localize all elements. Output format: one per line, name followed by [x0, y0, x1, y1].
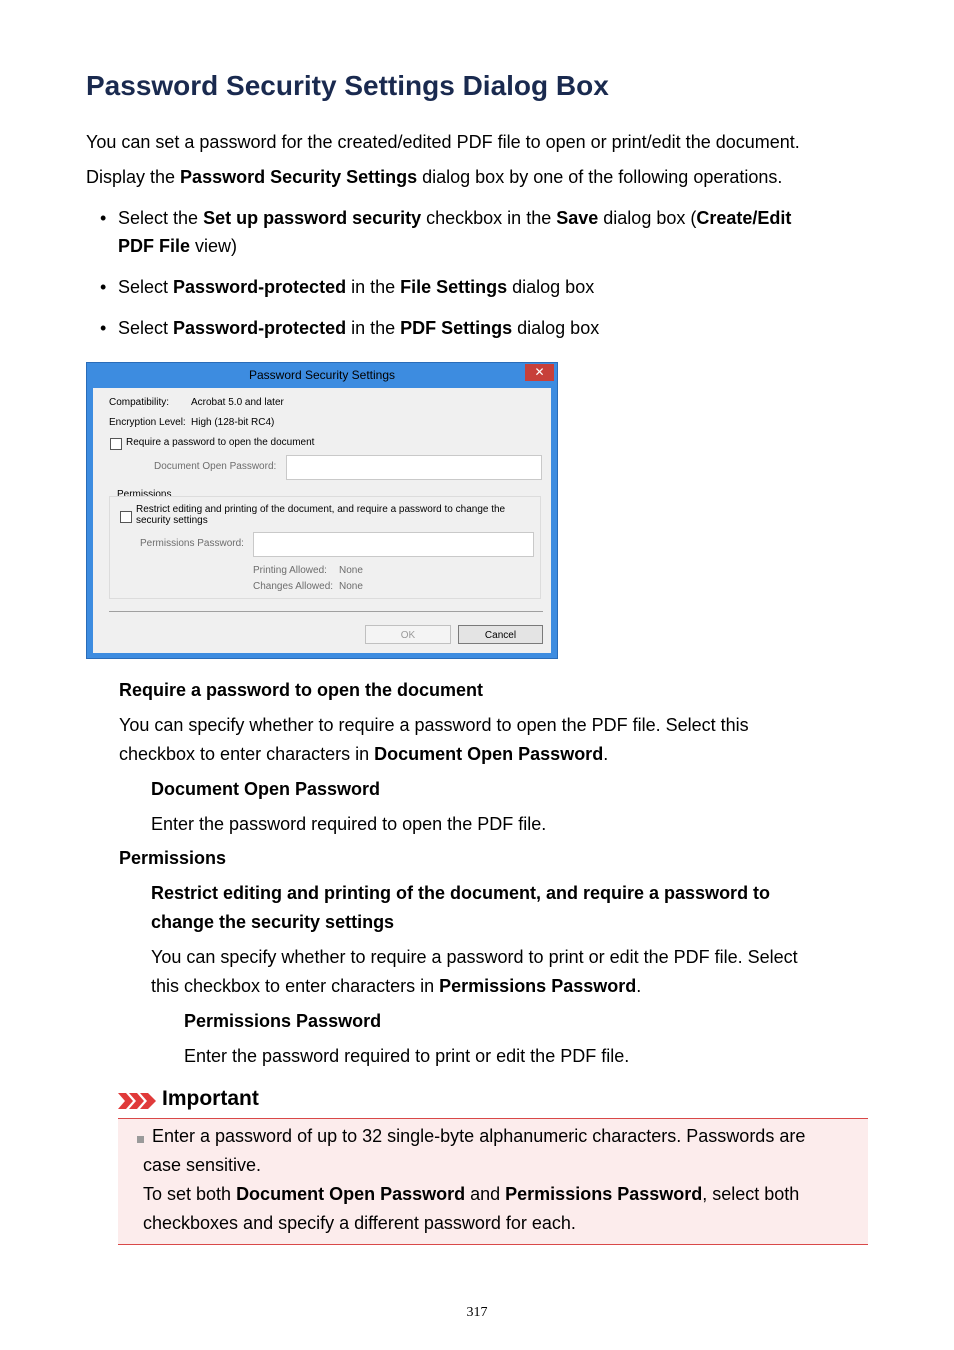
- text: and: [465, 1184, 506, 1204]
- section-heading: [151, 908, 394, 937]
- section-heading: [151, 879, 770, 908]
- text: .: [603, 744, 609, 764]
- bold-term: Document Open Password: [151, 779, 381, 799]
- close-icon[interactable]: ✕: [525, 364, 554, 381]
- text: Select: [118, 318, 174, 338]
- restrict-label-line1: Restrict editing and printing of the document, and require a password to change the: [136, 504, 506, 515]
- bold-term: Password-protected: [173, 277, 347, 297]
- encryption-label: Encryption Level:: [109, 417, 186, 428]
- encryption-value: High (128-bit RC4): [191, 417, 275, 428]
- bold-term: change the security settings: [151, 912, 395, 932]
- section-text: You can specify whether to require a password to print or edit the PDF file. Select: [151, 947, 798, 967]
- text: Select: [118, 277, 174, 297]
- section-text: Enter the password required to print or edit the PDF file.: [184, 1046, 630, 1066]
- text: dialog box by one of the following operations.: [417, 167, 783, 187]
- section-text: [151, 972, 641, 1001]
- bold-term: Document Open Password: [236, 1184, 466, 1204]
- compatibility-label: Compatibility:: [109, 397, 170, 408]
- bullet-item-2: [118, 273, 594, 302]
- changes-allowed-label: Changes Allowed:: [253, 581, 334, 592]
- bullet-item-3: [118, 314, 599, 343]
- bold-term: Permissions Password: [184, 1011, 382, 1031]
- important-text: case sensitive.: [143, 1155, 262, 1175]
- section-heading: [151, 775, 380, 804]
- printing-allowed-value: None: [339, 565, 363, 576]
- bold-term: Create/Edit: [696, 208, 792, 228]
- section-text: You can specify whether to require a password to open the PDF file. Select this: [119, 715, 749, 735]
- text: in the: [346, 277, 401, 297]
- permissions-group-label: Permissions: [117, 489, 172, 500]
- bold-term: Save: [556, 208, 599, 228]
- important-text: Enter a password of up to 32 single-byte alphanumeric characters. Passwords are: [152, 1126, 806, 1146]
- bold-term: Require a password to open the document: [119, 680, 484, 700]
- page-number: 317: [466, 1305, 488, 1320]
- bold-term: Password Security Settings: [180, 167, 418, 187]
- section-heading: [119, 844, 226, 873]
- bold-term: PDF Settings: [400, 318, 513, 338]
- text: this checkbox to enter characters in: [151, 976, 440, 996]
- bold-term: File Settings: [400, 277, 508, 297]
- doc-open-password-field[interactable]: [286, 455, 542, 480]
- page-title: Password Security Settings Dialog Box: [86, 70, 609, 101]
- bold-term: Restrict editing and printing of the document, and require a password to: [151, 883, 771, 903]
- bullet-item-1-cont: [118, 232, 237, 261]
- important-text: [143, 1180, 799, 1209]
- dialog-title: Password Security Settings: [248, 368, 396, 382]
- restrict-label-line2: security settings: [136, 515, 208, 526]
- important-label: Important: [162, 1087, 259, 1110]
- important-text: checkboxes and specify a different password for each.: [143, 1213, 576, 1233]
- bold-term: Permissions Password: [439, 976, 637, 996]
- section-heading: [184, 1007, 381, 1036]
- bold-term: PDF File: [118, 236, 191, 256]
- dialog-body: [93, 388, 551, 653]
- bold-term: Permissions: [119, 848, 227, 868]
- bullet-icon: •: [100, 277, 107, 297]
- text: , select both: [702, 1184, 800, 1204]
- permissions-password-field[interactable]: [253, 532, 534, 557]
- text: in the: [346, 318, 401, 338]
- square-bullet-icon: [137, 1136, 144, 1143]
- text: checkbox in the: [421, 208, 557, 228]
- changes-allowed-value: None: [339, 581, 363, 592]
- ok-button[interactable]: OK: [365, 625, 451, 644]
- bold-term: Permissions Password: [505, 1184, 703, 1204]
- intro-paragraph: You can set a password for the created/edited PDF file to open or print/edit the document.: [86, 132, 800, 152]
- require-password-label: Require a password to open the document: [126, 437, 315, 448]
- cancel-button[interactable]: Cancel: [458, 625, 543, 644]
- text: checkbox to enter characters in: [119, 744, 375, 764]
- restrict-checkbox[interactable]: [120, 511, 132, 523]
- bold-term: Password-protected: [173, 318, 347, 338]
- bold-term: Document Open Password: [374, 744, 604, 764]
- password-security-dialog: [86, 362, 558, 659]
- important-arrows-icon: [118, 1092, 158, 1110]
- text: Select the: [118, 208, 204, 228]
- bullet-icon: •: [100, 318, 107, 338]
- printing-allowed-label: Printing Allowed:: [253, 565, 327, 576]
- permissions-password-label: Permissions Password:: [140, 538, 244, 549]
- bullet-icon: •: [100, 208, 107, 228]
- bullet-item-1: [118, 204, 791, 233]
- text: dialog box (: [598, 208, 697, 228]
- compatibility-value: Acrobat 5.0 and later: [191, 397, 284, 408]
- section-text: [119, 740, 608, 769]
- text: Display the: [86, 167, 181, 187]
- text: dialog box: [507, 277, 595, 297]
- section-text: Enter the password required to open the PDF file.: [151, 814, 547, 834]
- section-heading: [119, 676, 483, 705]
- intro-paragraph-2: [86, 163, 782, 192]
- text: To set both: [143, 1184, 237, 1204]
- text: dialog box: [512, 318, 600, 338]
- require-password-checkbox[interactable]: [110, 438, 122, 450]
- bold-term: Set up password security: [203, 208, 422, 228]
- text: view): [190, 236, 238, 256]
- divider: [109, 611, 543, 612]
- text: .: [636, 976, 642, 996]
- doc-open-password-label: Document Open Password:: [154, 461, 277, 472]
